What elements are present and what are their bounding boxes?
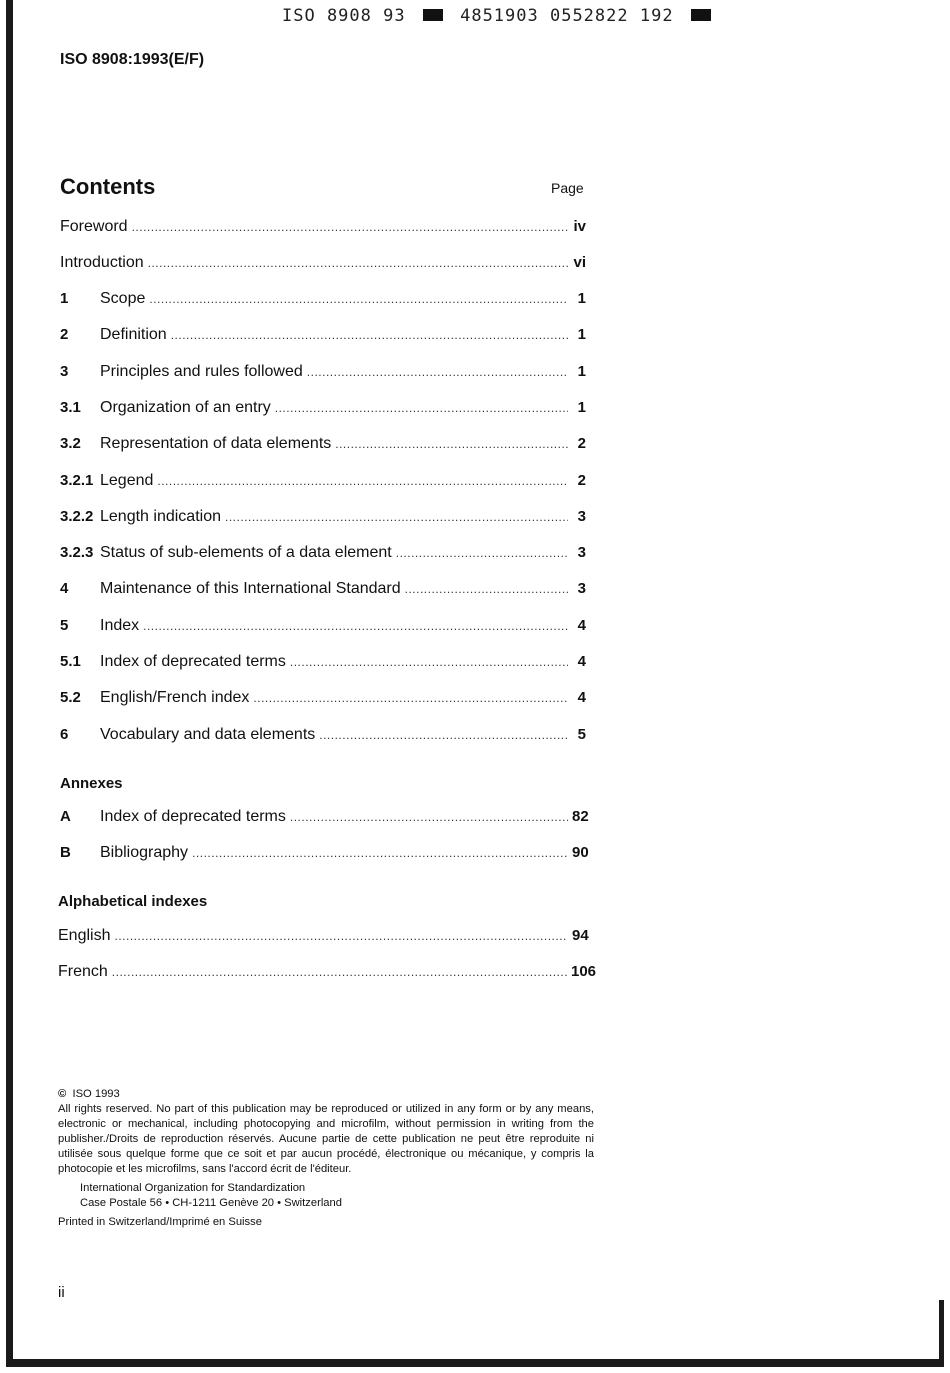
annex-entry[interactable] [60, 844, 589, 866]
toc-entry-number: 3.2.1 [60, 472, 94, 489]
dot-leader [143, 619, 568, 633]
dot-leader [171, 328, 568, 342]
toc-entry-page: 1 [577, 363, 586, 380]
toc-entry-page: 1 [577, 326, 586, 343]
toc-entry-number: 2 [60, 326, 69, 343]
dot-leader [396, 546, 568, 560]
toc-entry-page: 2 [577, 472, 586, 489]
dot-leader [307, 365, 568, 379]
toc-entry-page: 4 [577, 689, 586, 706]
toc-entry-page: 4 [577, 653, 586, 670]
page-border-right [939, 1300, 944, 1367]
annex-page: 82 [572, 808, 589, 825]
toc-entry[interactable] [60, 435, 586, 457]
index-title: French [58, 963, 108, 980]
toc-entry[interactable] [60, 472, 586, 494]
black-bar-mark [691, 9, 711, 21]
toc-entry[interactable] [60, 544, 586, 566]
copyright-year: ISO 1993 [72, 1088, 120, 1100]
toc-entry-number: 3.2 [60, 435, 81, 452]
dot-leader [157, 474, 568, 488]
toc-entry[interactable] [60, 508, 586, 530]
toc-entry-page: 1 [577, 399, 586, 416]
printed-in: Printed in Switzerland/Imprimé en Suisse [58, 1216, 262, 1228]
dot-leader [225, 510, 568, 524]
toc-entry-title: Status of sub-elements of a data element [100, 544, 392, 561]
organization-address: Case Postale 56 • CH-1211 Genève 20 • Switzerland [80, 1197, 342, 1209]
toc-entry-title: Index [100, 617, 140, 634]
page-folio: ii [58, 1284, 65, 1301]
toc-entry[interactable] [60, 726, 586, 748]
dot-leader [148, 256, 568, 270]
toc-entry-page: 5 [577, 726, 586, 743]
dot-leader [275, 401, 568, 415]
toc-entry-title: English/French index [100, 689, 250, 706]
toc-entry-title: Index of deprecated terms [100, 653, 286, 670]
toc-entry[interactable] [60, 580, 586, 602]
toc-entry-title: Principles and rules followed [100, 363, 303, 380]
dot-leader [290, 655, 568, 669]
dot-leader [319, 728, 568, 742]
contents-title: Contents [60, 174, 156, 199]
toc-entry[interactable] [60, 399, 586, 421]
toc-entry-title: Organization of an entry [100, 399, 271, 416]
annex-title: Index of deprecated terms [100, 808, 286, 825]
toc-entry-title: Scope [100, 290, 146, 307]
toc-entry-number: 3.2.2 [60, 508, 94, 525]
copyright-block [58, 1087, 594, 1230]
dot-leader [192, 846, 568, 860]
toc-entry-page: 2 [577, 435, 586, 452]
index-page: 94 [572, 927, 589, 944]
toc-entry-title: Length indication [100, 508, 221, 525]
page-border-bottom [6, 1359, 944, 1367]
toc-entry[interactable] [60, 326, 586, 348]
toc-entry-page: 3 [577, 508, 586, 525]
toc-entry-page: 4 [577, 617, 586, 634]
scan-code-part2: 4851903 0552822 192 [460, 6, 674, 26]
toc-entry-title: Vocabulary and data elements [100, 726, 316, 743]
toc-entry-title: Definition [100, 326, 167, 343]
toc-entry-number: 3.2.3 [60, 544, 94, 561]
annexes-heading: Annexes [60, 775, 123, 792]
toc-entry-number: 3 [60, 363, 69, 380]
black-bar-mark [423, 9, 443, 21]
toc-entry-page: 3 [577, 544, 586, 561]
index-title: English [58, 927, 111, 944]
dot-leader [132, 220, 568, 234]
dot-leader [253, 691, 568, 705]
toc-entry[interactable] [60, 290, 586, 312]
toc-entry[interactable] [60, 689, 586, 711]
toc-entry[interactable] [60, 653, 586, 675]
scan-header-code [282, 6, 717, 26]
annex-letter: B [60, 844, 71, 861]
document-id: ISO 8908:1993(E/F) [60, 51, 205, 68]
scan-code-part1: ISO 8908 93 [282, 6, 406, 26]
toc-entry-title: Representation of data elements [100, 435, 332, 452]
toc-entry-number: 3.1 [60, 399, 81, 416]
copyright-symbol: © [58, 1088, 67, 1100]
toc-entry-page: 3 [577, 580, 586, 597]
index-entry[interactable] [58, 927, 589, 949]
rights-statement: All rights reserved. No part of this publication may be reproduced or utilized in any form or by any means, electronic or mechanical, including photocopying and microfilm, without permission in writing from the publisher./Droits de reproduction réservés. Aucune partie de cette publication ne peut être reproduite ni utilisée sous quelque forme que ce soit et par aucun procédé, électronique ou mécanique, y compris la photocopie et les microfilms, sans l'accord écrit de l'éditeur. [58, 1103, 594, 1175]
toc-entry-number: 6 [60, 726, 69, 743]
toc-entry-title: Introduction [60, 254, 144, 271]
toc-entry-number: 1 [60, 290, 69, 307]
page-column-label: Page [551, 180, 584, 196]
annex-page: 90 [572, 844, 589, 861]
annex-entry[interactable] [60, 808, 589, 830]
indexes-heading: Alphabetical indexes [58, 893, 208, 910]
toc-entry-title: Maintenance of this International Standard [100, 580, 401, 597]
toc-entry-number: 5.2 [60, 689, 81, 706]
toc-entry-title: Legend [100, 472, 154, 489]
page-border-left [6, 0, 13, 1366]
dot-leader [290, 810, 568, 824]
dot-leader [112, 965, 567, 979]
toc-entry-number: 4 [60, 580, 69, 597]
toc-entry[interactable] [60, 254, 586, 276]
dot-leader [335, 437, 568, 451]
toc-entry-title: Foreword [60, 218, 128, 235]
toc-entry-page: 1 [577, 290, 586, 307]
dot-leader [149, 292, 568, 306]
toc-entry-page: iv [573, 218, 586, 235]
dot-leader [405, 582, 568, 596]
toc-entry[interactable] [60, 218, 586, 240]
toc-entry-number: 5 [60, 617, 69, 634]
toc-entry[interactable] [60, 363, 586, 385]
organization-name: International Organization for Standardization [80, 1182, 306, 1194]
toc-entry-page: vi [573, 254, 586, 271]
dot-leader [114, 929, 568, 943]
toc-entry[interactable] [60, 617, 586, 639]
index-page: 106 [570, 963, 597, 980]
annex-letter: A [60, 808, 71, 825]
annex-title: Bibliography [100, 844, 189, 861]
copyright-line [58, 1087, 594, 1102]
index-entry[interactable] [58, 963, 597, 985]
toc-entry-number: 5.1 [60, 653, 81, 670]
